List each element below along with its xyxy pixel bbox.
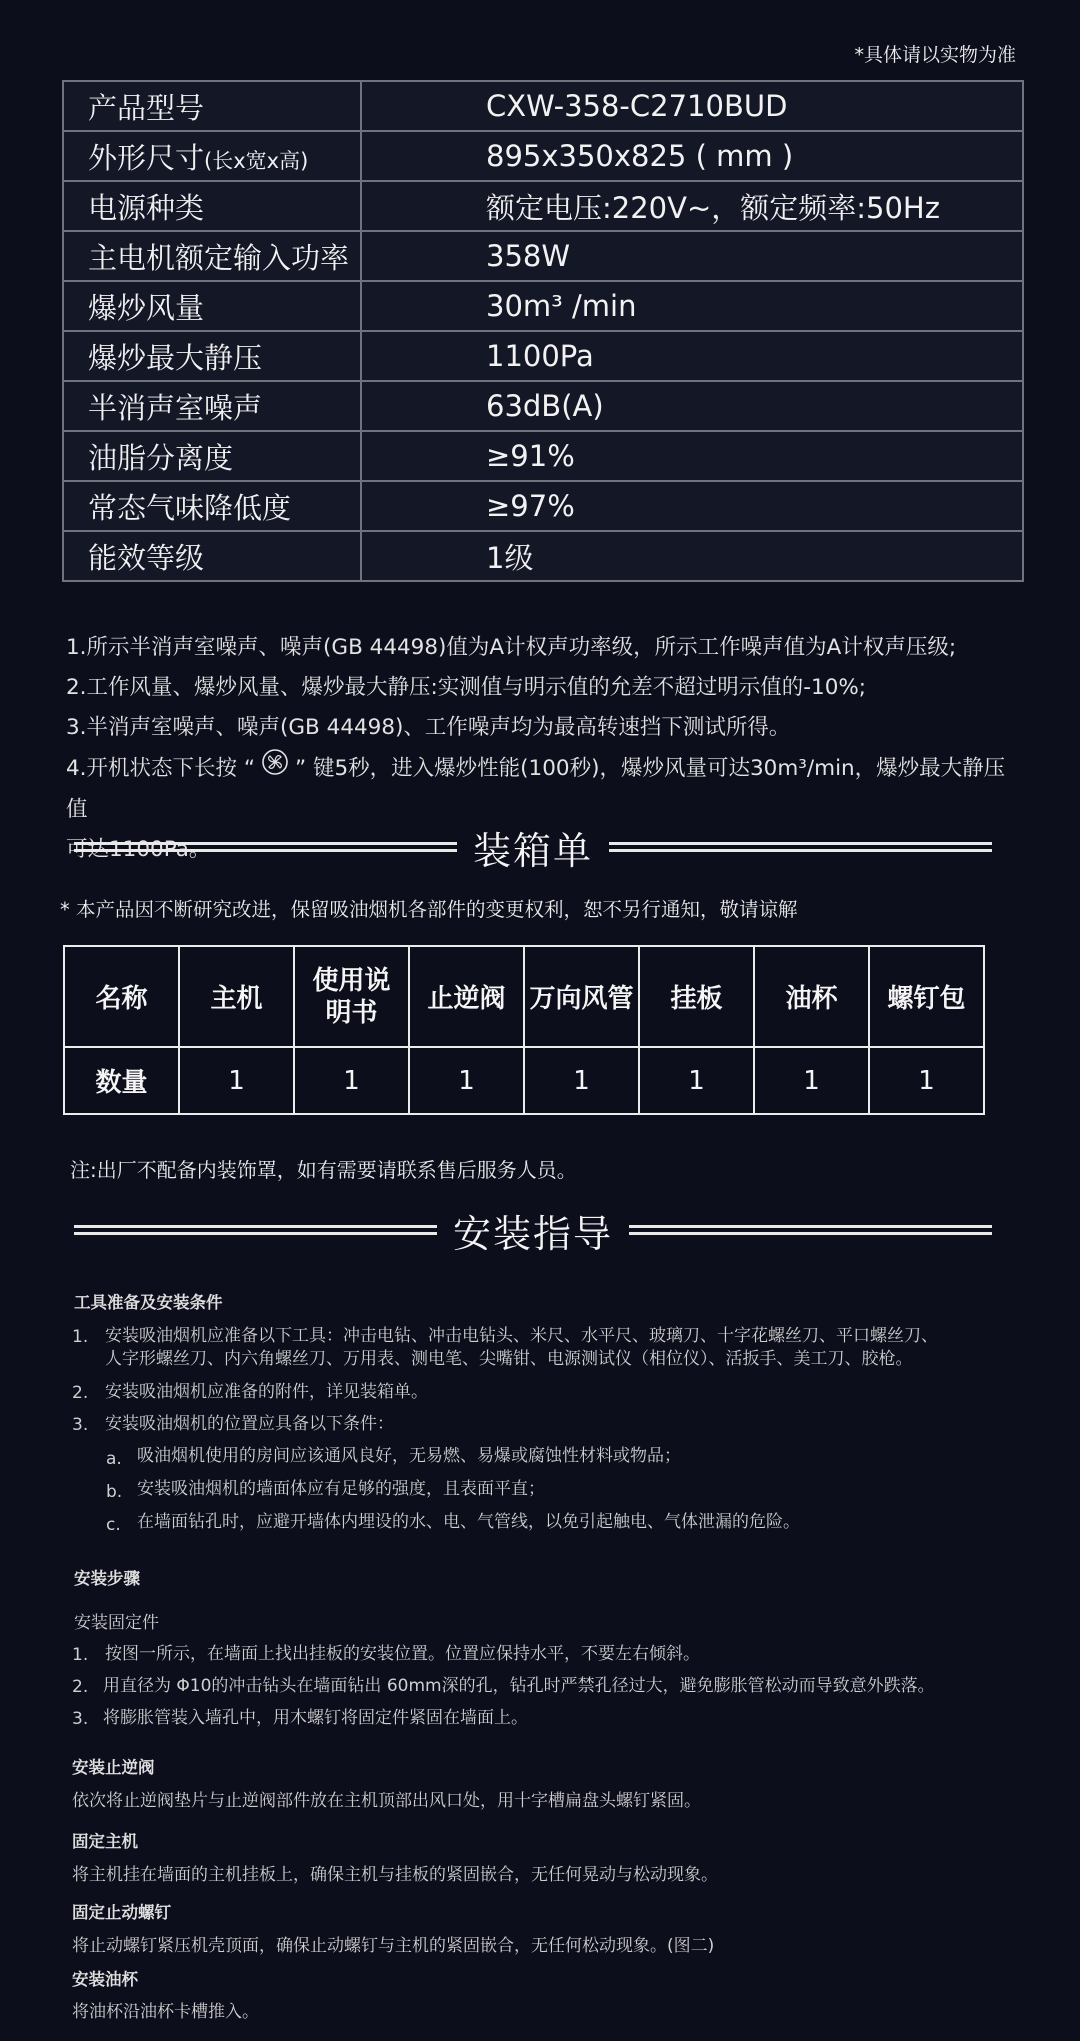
- list-item: 用直径为 Φ10的冲击钻头在墙面钻出 60mm深的孔，钻孔时严禁孔径过大，避免膨胀管松动而导致意外跌落。: [103, 1676, 935, 1696]
- packing-qty-cell: 1: [179, 1047, 294, 1114]
- spec-value: 1100Pa: [361, 331, 1023, 381]
- packing-header-cell: 油杯: [754, 946, 869, 1047]
- list-item: 安装吸油烟机应准备以下工具：冲击电钻、冲击电钻头、米尺、水平尺、玻璃刀、十字花螺丝刀、平口螺丝刀、: [105, 1326, 938, 1346]
- packing-qty-cell: 1: [869, 1047, 984, 1114]
- spec-row: [63, 231, 1023, 281]
- list-number: 2.: [72, 1383, 89, 1403]
- spec-row: [63, 181, 1023, 231]
- stop-screw-title: 固定止动螺钉: [72, 1903, 171, 1922]
- list-item: 将膨胀管装入墙孔中，用木螺钉将固定件紧固在墙面上。: [103, 1708, 528, 1728]
- oil-cup-title: 安装油杯: [72, 1970, 138, 1989]
- fix-title: 安装固定件: [74, 1613, 159, 1633]
- list-item: 人字形螺丝刀、内六角螺丝刀、万用表、测电笔、尖嘴钳、电源测试仪（相位仪）、活扳手、美工刀、胶枪。: [105, 1349, 913, 1369]
- note-line: 可达1100Pa。: [66, 837, 211, 862]
- note-line: 2.工作风量、爆炒风量、爆炒最大静压:实测值与明示值的允差不超过明示值的-10%;: [66, 675, 867, 700]
- spec-value: 额定电压:220V~，额定频率:50Hz: [361, 181, 1023, 231]
- spec-value: ≥97%: [361, 481, 1023, 531]
- heading-rule-right: [629, 1225, 992, 1235]
- spec-label: [63, 131, 361, 181]
- spec-label: 半消声室噪声: [63, 381, 361, 431]
- stop-screw-text: 将止动螺钉紧压机壳顶面，确保止动螺钉与主机的紧固嵌合，无任何松动现象。(图二): [72, 1936, 715, 1956]
- tools-title: 工具准备及安装条件: [74, 1293, 223, 1312]
- spec-label: 爆炒最大静压: [63, 331, 361, 381]
- packing-header-cell: [294, 946, 409, 1047]
- packing-footnote: 注:出厂不配备内装饰罩，如有需要请联系售后服务人员。: [70, 1158, 577, 1182]
- spec-value: CXW-358-C2710BUD: [361, 81, 1023, 131]
- note-line: 1.所示半消声室噪声、噪声(GB 44498)值为A计权声功率级，所示工作噪声值为A计权声压级;: [66, 635, 957, 660]
- spec-row: [63, 381, 1023, 431]
- packing-title: 装箱单: [473, 828, 594, 873]
- packing-qty-cell: 1: [294, 1047, 409, 1114]
- list-letter: c.: [106, 1515, 121, 1535]
- packing-qty-cell: 1: [754, 1047, 869, 1114]
- list-number: 3.: [72, 1709, 89, 1729]
- packing-header-row: [64, 946, 984, 1047]
- list-letter: a.: [106, 1449, 122, 1469]
- spec-label: 产品型号: [63, 81, 361, 131]
- packing-heading: [74, 823, 992, 871]
- list-item: 按图一所示，在墙面上找出挂板的安装位置。位置应保持水平，不要左右倾斜。: [105, 1644, 700, 1664]
- guide-heading: [74, 1206, 992, 1254]
- list-number: 2.: [72, 1677, 89, 1697]
- packing-header-cell: 止逆阀: [409, 946, 524, 1047]
- packing-header-cell: 万向风管: [524, 946, 639, 1047]
- list-item: 安装吸油烟机的位置应具备以下条件：: [105, 1414, 394, 1434]
- oil-cup-text: 将油杯沿油杯卡槽推入。: [72, 2002, 259, 2022]
- note-line: 3.半消声室噪声、噪声(GB 44498)、工作噪声均为最高转速挡下测试所得。: [66, 715, 791, 740]
- spec-label: 爆炒风量: [63, 281, 361, 331]
- packing-header-text: 使用说明书: [312, 965, 391, 1028]
- packing-header-cell: 螺钉包: [869, 946, 984, 1047]
- condition-item: 吸油烟机使用的房间应该通风良好，无易燃、易爆或腐蚀性材料或物品；: [137, 1446, 681, 1466]
- note-text: ” 键5秒，进入爆炒性能(100秒)，爆炒风量可达30m³/min，爆炒最大静压值: [66, 756, 1006, 822]
- boost-fan-icon: [261, 748, 289, 790]
- spec-value: 895x350x825 ( mm ): [361, 131, 1023, 181]
- packing-qty-cell: 1: [524, 1047, 639, 1114]
- spec-label: 主电机额定输入功率: [63, 231, 361, 281]
- fix-host-text: 将主机挂在墙面的主机挂板上，确保主机与挂板的紧固嵌合，无任何晃动与松动现象。: [72, 1865, 718, 1885]
- spec-row: [63, 531, 1023, 581]
- note-line: [66, 748, 1016, 830]
- spec-label-sub: (长x宽x高): [204, 148, 309, 173]
- condition-item: 在墙面钻孔时，应避开墙体内埋设的水、电、气管线，以免引起触电、气体泄漏的危险。: [137, 1512, 800, 1532]
- packing-table: [63, 945, 985, 1115]
- spec-row: [63, 431, 1023, 481]
- packing-header-cell: 名称: [64, 946, 179, 1047]
- list-number: 1.: [72, 1645, 89, 1665]
- spec-row: [63, 281, 1023, 331]
- note-text: 4.开机状态下长按 “: [66, 756, 255, 781]
- packing-qty-row: [64, 1047, 984, 1114]
- packing-note: * 本产品因不断研究改进，保留吸油烟机各部件的变更权利，恕不另行通知，敬请谅解: [60, 898, 798, 921]
- spec-value: 358W: [361, 231, 1023, 281]
- spec-label: 常态气味降低度: [63, 481, 361, 531]
- spec-value: 30m³ /min: [361, 281, 1023, 331]
- list-letter: b.: [106, 1482, 123, 1502]
- spec-row: [63, 81, 1023, 131]
- steps-title: 安装步骤: [74, 1569, 140, 1588]
- spec-label: 能效等级: [63, 531, 361, 581]
- heading-rule-left: [74, 842, 457, 852]
- packing-header-cell: 挂板: [639, 946, 754, 1047]
- fix-host-title: 固定主机: [72, 1832, 138, 1851]
- spec-row: [63, 331, 1023, 381]
- heading-rule-left: [74, 1225, 437, 1235]
- disclaimer: *具体请以实物为准: [854, 44, 1016, 66]
- spec-label-main: 外形尺寸: [88, 140, 205, 175]
- spec-table: [62, 80, 1024, 582]
- check-valve-text: 依次将止逆阀垫片与止逆阀部件放在主机顶部出风口处，用十字槽扁盘头螺钉紧固。: [72, 1791, 701, 1811]
- spec-row: [63, 131, 1023, 181]
- spec-label: 电源种类: [63, 181, 361, 231]
- packing-qty-label: 数量: [64, 1047, 179, 1114]
- spec-value: 63dB(A): [361, 381, 1023, 431]
- list-number: 3.: [72, 1415, 89, 1435]
- packing-header-cell: 主机: [179, 946, 294, 1047]
- spec-value: ≥91%: [361, 431, 1023, 481]
- spec-row: [63, 481, 1023, 531]
- packing-qty-cell: 1: [639, 1047, 754, 1114]
- spec-label: 油脂分离度: [63, 431, 361, 481]
- list-item: 安装吸油烟机应准备的附件，详见装箱单。: [105, 1382, 428, 1402]
- list-number: 1.: [72, 1327, 89, 1347]
- spec-value: 1级: [361, 531, 1023, 581]
- condition-item: 安装吸油烟机的墙面体应有足够的强度，且表面平直；: [137, 1479, 545, 1499]
- check-valve-title: 安装止逆阀: [72, 1758, 155, 1777]
- guide-title: 安装指导: [453, 1211, 614, 1256]
- heading-rule-right: [609, 842, 992, 852]
- packing-qty-cell: 1: [409, 1047, 524, 1114]
